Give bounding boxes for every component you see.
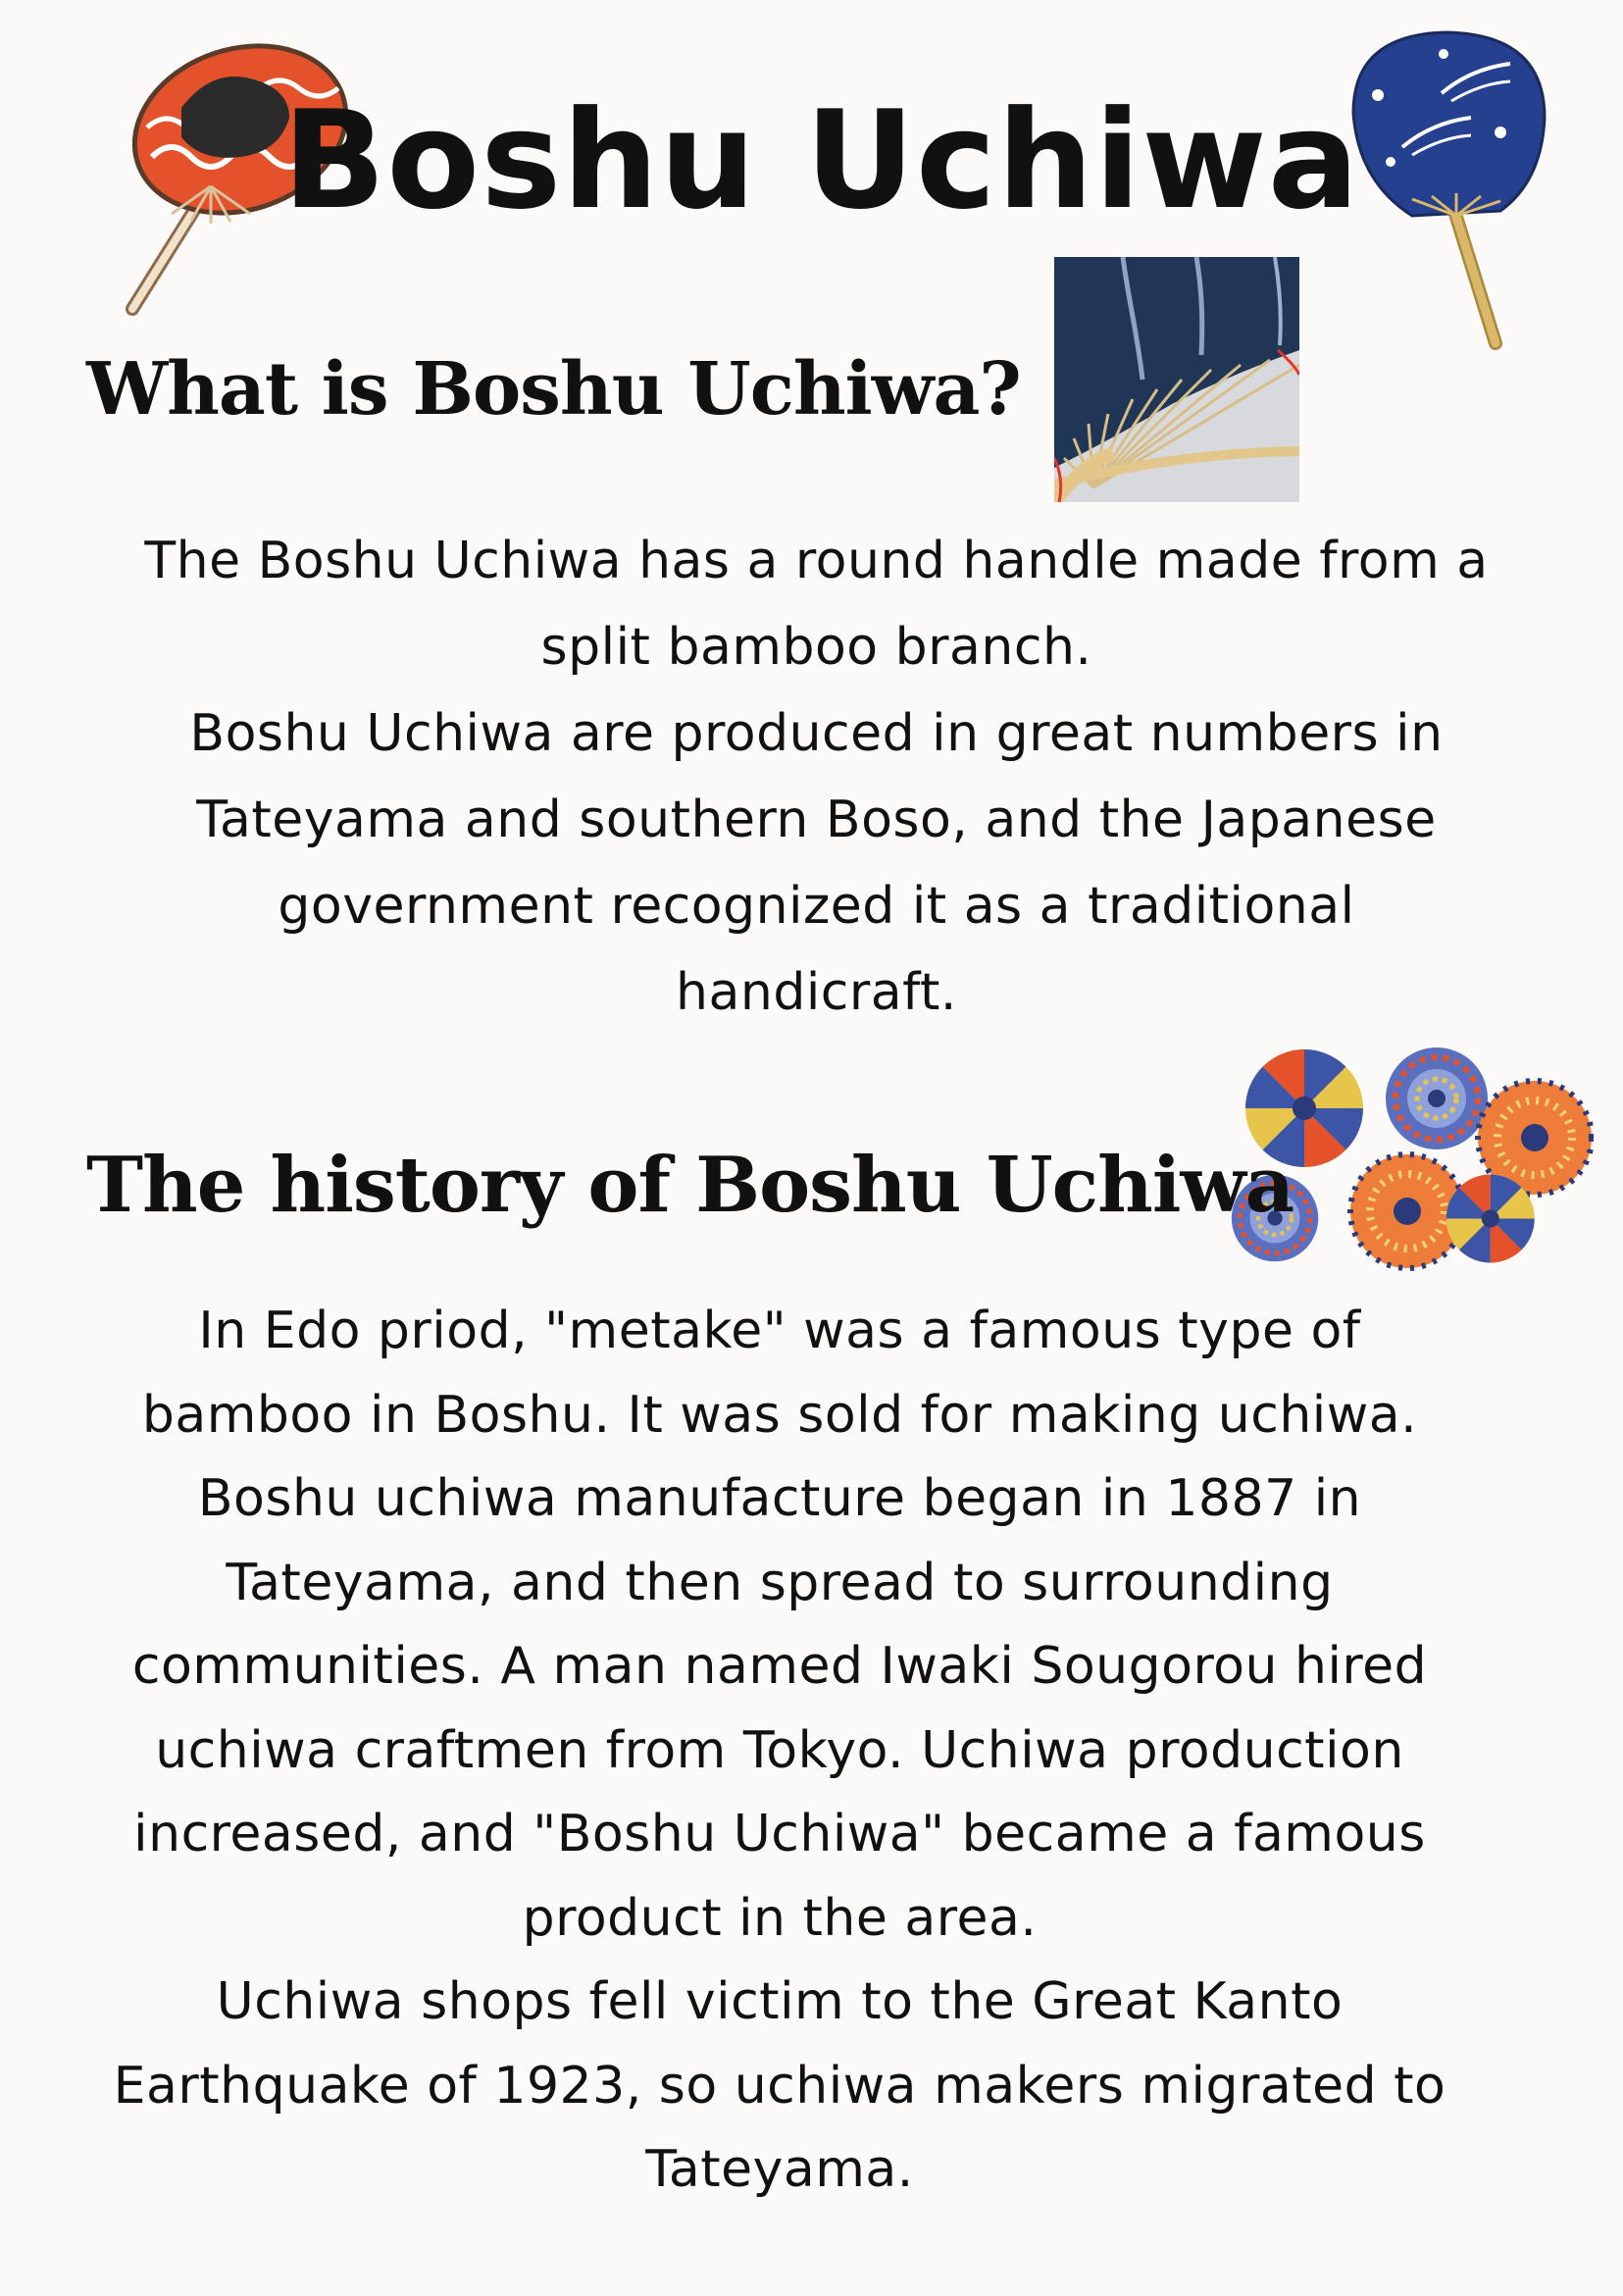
paragraph-line: Tateyama. bbox=[645, 2140, 914, 2199]
uchiwa-bamboo-ribs-photo bbox=[1054, 257, 1299, 502]
section-paragraph-what-is bbox=[93, 518, 1540, 1036]
paragraph-line: increased, and "Boshu Uchiwa" became a famous bbox=[133, 1805, 1426, 1863]
paragraph-line: Boshu Uchiwa are produced in great numbers in bbox=[189, 704, 1444, 763]
paragraph-line: bamboo in Boshu. It was sold for making uchiwa. bbox=[141, 1385, 1418, 1445]
paragraph-line: Tateyama, and then spread to surrounding bbox=[226, 1553, 1334, 1612]
section-heading-history: The history of Boshu Uchiwa bbox=[86, 1141, 1294, 1230]
paragraph-line: government recognized it as a traditional bbox=[278, 877, 1355, 936]
paragraph-line: uchiwa craftmen from Tokyo. Uchiwa production bbox=[155, 1720, 1404, 1780]
paragraph-line: Tateyama and southern Boso, and the Japanese bbox=[196, 791, 1437, 849]
paragraph-line: split bamboo branch. bbox=[540, 618, 1092, 677]
paragraph-line: In Edo priod, "metake" was a famous type of bbox=[198, 1301, 1361, 1360]
section-heading-what-is: What is Boshu Uchiwa? bbox=[86, 347, 1021, 432]
paragraph-line: Boshu uchiwa manufacture began in 1887 in bbox=[197, 1469, 1362, 1528]
paragraph-line: communities. A man named Iwaki Sougorou hired bbox=[131, 1637, 1428, 1696]
section-paragraph-history bbox=[69, 1290, 1491, 2213]
paragraph-line: product in the area. bbox=[522, 1888, 1038, 1948]
paragraph-line: Earthquake of 1923, so uchiwa makers migrated to bbox=[113, 2056, 1446, 2116]
paragraph-line: handicraft. bbox=[676, 963, 957, 1022]
page-title: Boshu Uchiwa bbox=[282, 81, 1360, 239]
paragraph-line: Uchiwa shops fell victim to the Great Kanto bbox=[216, 1972, 1344, 2031]
paragraph-line: The Boshu Uchiwa has a round handle made from a bbox=[144, 532, 1489, 590]
